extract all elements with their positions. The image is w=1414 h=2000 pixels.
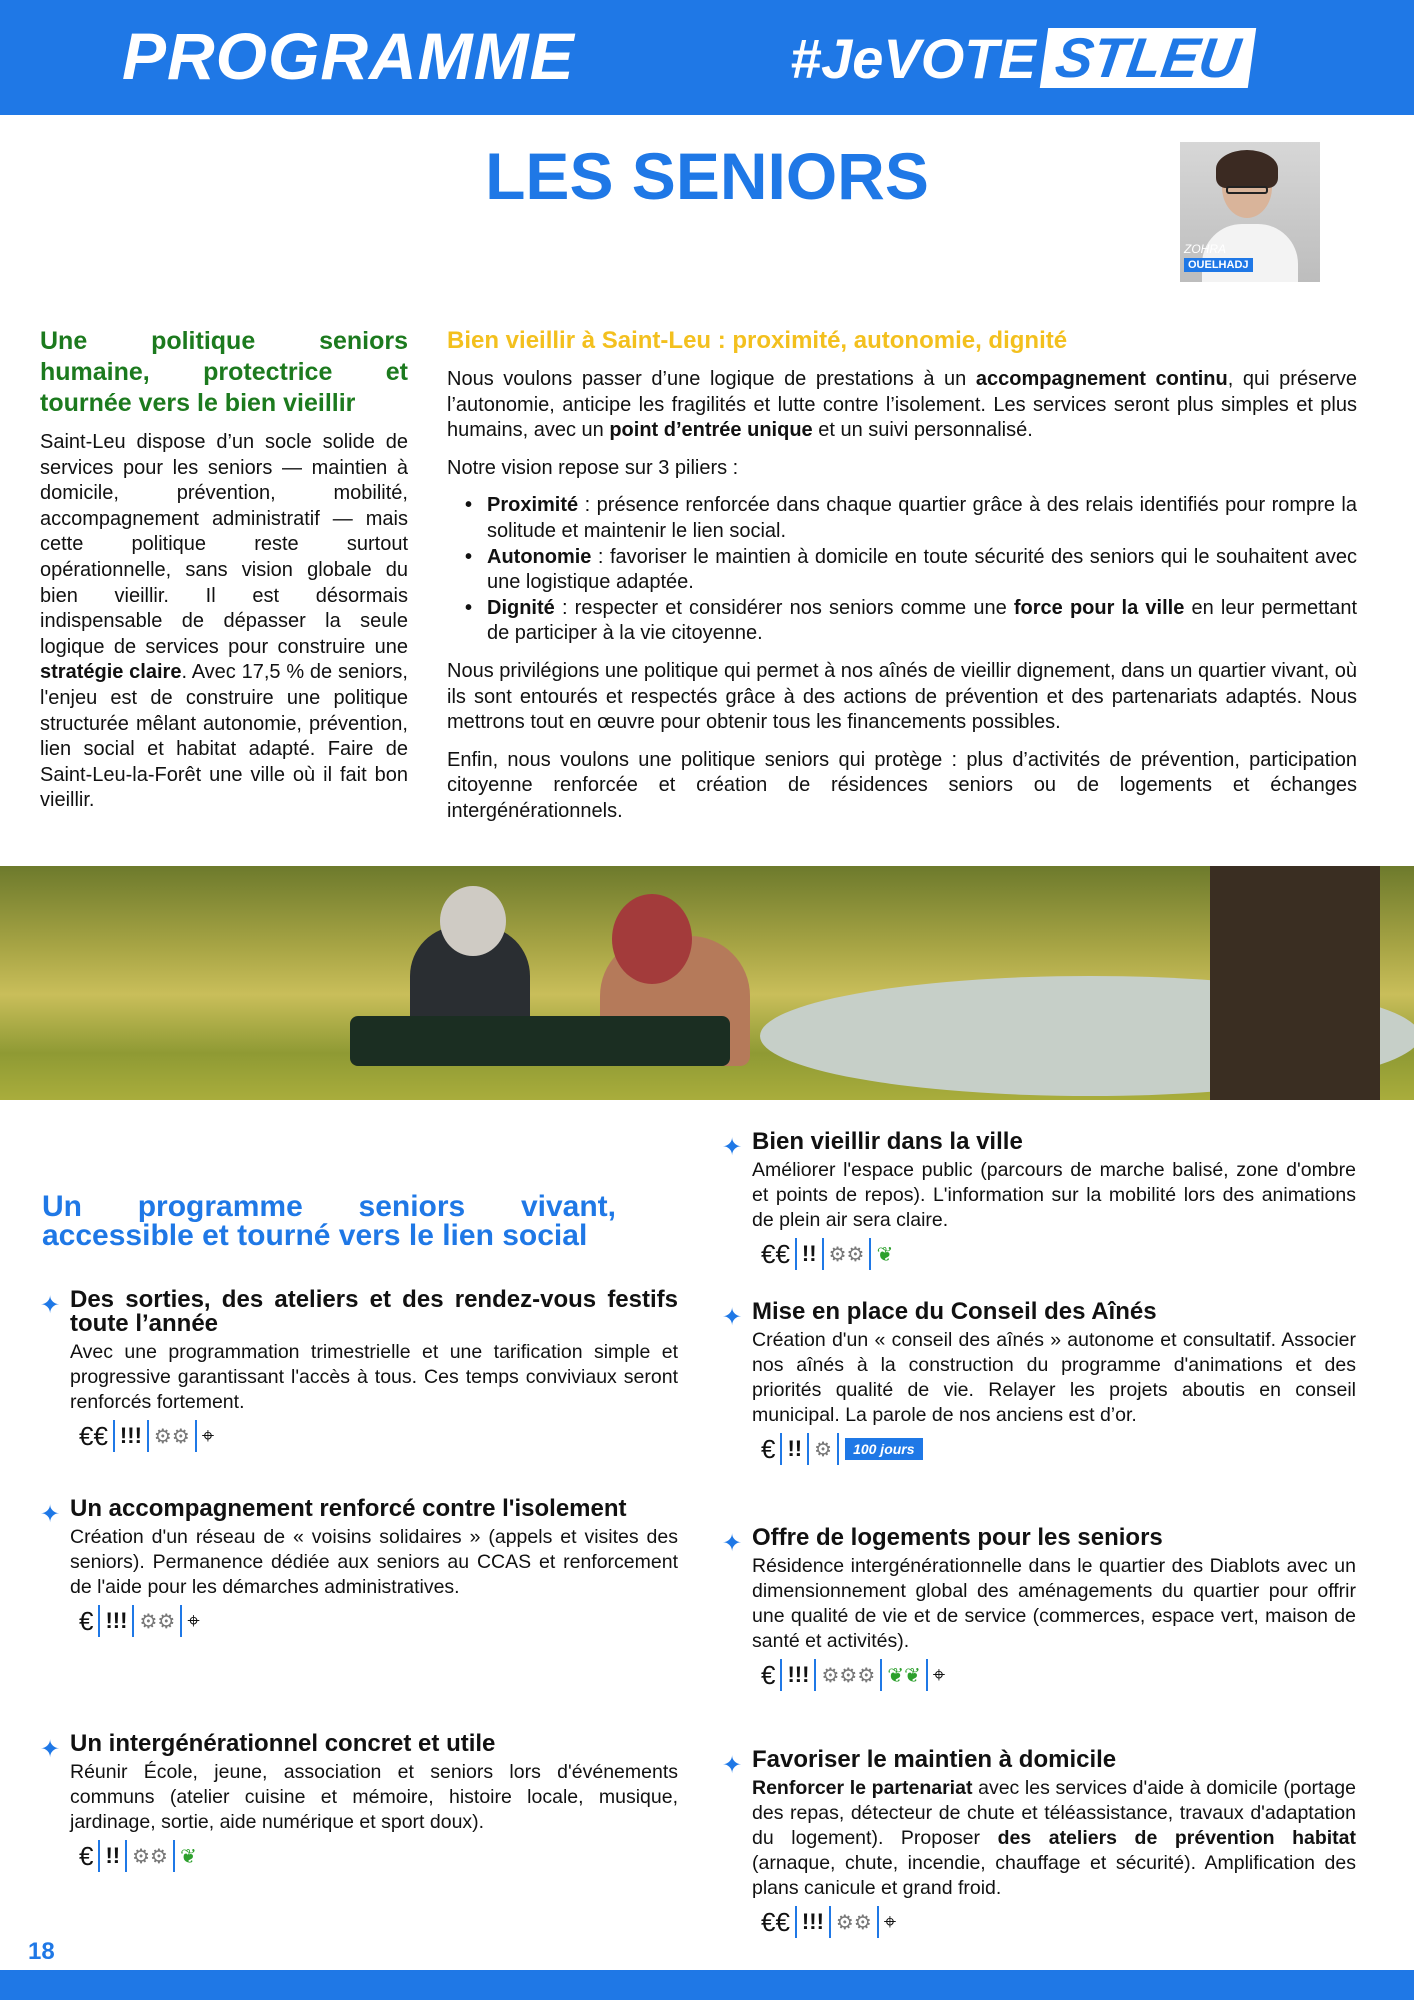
cost-indicator: €€ <box>756 1906 797 1938</box>
constat-banner: LE CONSTAT <box>48 254 300 302</box>
star-icon: ✦ <box>722 1304 743 1331</box>
action-body: Avec une programmation trimestrielle et une tarification simple et progressive garantissant l'accès à tous. Ces temps conviviaux seront renforcés fortement. <box>70 1341 678 1413</box>
pillars-list <box>447 493 1357 647</box>
action-item <box>722 1748 1356 1939</box>
priority-indicator: !! <box>100 1840 127 1872</box>
constat-subtitle: Une politique seniors humaine, protectrice et tournée vers le bien vieillir <box>40 327 408 417</box>
action-title: Des sorties, des ateliers et des rendez-vous festifs toute l’année <box>70 1286 678 1337</box>
action-body: Renforcer le partenariat avec les services d'aide à domicile (portage des repas, détecteur de chute et téléassistance, travaux d'adaptation du logement). Proposer des ateliers de prévention habitat (arnaque, chute, incendie, chauffage et sécurité). Amplification des plans canicule et grand froid. <box>752 1777 1357 1899</box>
cost-indicator: € <box>74 1605 100 1637</box>
cost-indicator: € <box>74 1840 100 1872</box>
action-item <box>722 1130 1356 1271</box>
leaf-icon: ❦ <box>876 1243 894 1266</box>
action-body: Résidence intergénérationnelle dans le quartier des Diablots avec un dimensionnement global des aménagements du quartier pour offrir une qualité de vie et de service (commerces, espace vert, maison de santé et activités). <box>752 1555 1356 1652</box>
page-number: 18 <box>28 1938 55 1965</box>
candidate-last-name: OUELHADJ <box>1184 258 1253 272</box>
header-bar <box>0 0 1414 115</box>
star-icon: ✦ <box>40 1292 61 1319</box>
engagement-body <box>447 367 1357 837</box>
gear-icon: ⚙⚙ <box>127 1840 175 1872</box>
footer-bar <box>0 1970 1414 2000</box>
gear-icon: ⚙⚙ <box>149 1420 197 1452</box>
action-title: Mise en place du Conseil des Aînés <box>752 1298 1157 1325</box>
action-item <box>722 1526 1356 1692</box>
seniors-photo <box>0 866 1414 1100</box>
engagement-banner: L’ENGAGEMENT <box>452 254 763 302</box>
action-body: Réunir École, jeune, association et seniors lors d'événements communs (atelier cuisine et mémoire, histoire locale, musique, jardinage, sortie, aide numérique et sport doux). <box>70 1761 678 1833</box>
engagement-paragraph: Nous privilégions une politique qui permet à nos aînés de vieillir dignement, dans un quartier vivant, où ils sont entourés et respectés grâce à des actions de prévention et des partenariats adaptés. Nous mettrons tout en œuvre pour obtenir tous les financements possibles. <box>447 659 1357 734</box>
action-item <box>40 1497 678 1638</box>
leaf-icon: ❦❦ <box>882 1659 928 1691</box>
action-indicators <box>722 1237 1356 1271</box>
action-indicators <box>722 1905 1356 1939</box>
action-body: Améliorer l'espace public (parcours de marche balisé, zone d'ombre et points de repos). L'information sur la mobilité lors des animations de plein air sera claire. <box>752 1159 1356 1231</box>
target-icon: ⌖ <box>883 1909 897 1934</box>
action-body: Création d'un « conseil des aînés » autonome et consultatif. Associer nos aînés à la construction du programme d'animations et des priorités qualité de vie. Relayer les projets aboutis en conseil municipal. La parole de nos anciens est d’or. <box>752 1329 1356 1426</box>
action-indicators <box>40 1839 678 1873</box>
action-indicators <box>722 1432 1356 1466</box>
action-title: Offre de logements pour les seniors <box>752 1524 1163 1551</box>
engagement-paragraph: Enfin, nous voulons une politique seniors qui protège : plus d’activités de prévention, participation citoyenne renforcée et création de résidences seniors ou de logements et échanges intergénérationnels. <box>447 748 1357 822</box>
target-icon: ⌖ <box>932 1662 946 1687</box>
cost-indicator: €€ <box>74 1420 115 1452</box>
candidate-portrait <box>1180 142 1320 282</box>
hundred-days-badge: 100 jours <box>845 1438 922 1460</box>
action-item <box>40 1732 678 1873</box>
gear-icon: ⚙⚙ <box>824 1238 872 1270</box>
gear-icon: ⚙⚙ <box>831 1906 879 1938</box>
priority-indicator: !!! <box>115 1420 149 1452</box>
cost-indicator: € <box>756 1659 782 1691</box>
star-icon: ✦ <box>722 1530 743 1557</box>
target-icon: ⌖ <box>187 1608 200 1633</box>
priority-indicator: !!! <box>782 1659 816 1691</box>
action-item <box>40 1288 678 1453</box>
priority-indicator: !! <box>782 1433 809 1465</box>
engagement-paragraph: Notre vision repose sur 3 piliers : <box>447 456 739 479</box>
priority-indicator: !!! <box>797 1906 831 1938</box>
star-icon: ✦ <box>40 1501 61 1528</box>
star-icon: ✦ <box>722 1134 743 1161</box>
star-icon: ✦ <box>722 1752 743 1779</box>
gear-icon: ⚙ <box>809 1433 839 1465</box>
leaf-icon: ❦ <box>179 1845 197 1868</box>
engagement-subtitle: Bien vieillir à Saint-Leu : proximité, autonomie, dignité <box>447 327 1068 354</box>
gear-icon: ⚙⚙ <box>134 1605 182 1637</box>
action-indicators <box>40 1604 678 1638</box>
priority-indicator: !!! <box>100 1605 134 1637</box>
hashtag <box>790 26 1251 90</box>
cost-indicator: €€ <box>756 1238 797 1270</box>
action-title: Un accompagnement renforcé contre l'isolement <box>70 1495 627 1522</box>
priority-indicator: !! <box>797 1238 824 1270</box>
actions-banner: NOS ACTIONS <box>50 1125 325 1173</box>
constat-body: Saint-Leu dispose d’un socle solide de services pour les seniors — maintien à domicile, prévention, mobilité, accompagnement administratif — mais cette politique reste surtout opérationnelle, sans vision globale du bien vieillir. Il est désormais indispensable de dépasser la seule logique de services pour construire une stratégie claire. Avec 17,5 % de seniors, l'enjeu est de construire une politique structurée mêlant autonomie, prévention, lien social et habitat adapté. Faire de Saint-Leu-la-Forêt une ville où il fait bon vieillir. <box>40 431 408 812</box>
hashtag-prefix: #JeVOTE <box>790 26 1036 90</box>
engagement-paragraph: Nous voulons passer d’une logique de prestations à un accompagnement continu, qui préserve l’autonomie, anticipe les fragilités et lutte contre l’isolement. Les services seront plus simples et plus humains, avec un point d’entrée unique et un suivi personnalisé. <box>447 368 1357 442</box>
gear-icon: ⚙⚙⚙ <box>816 1659 882 1691</box>
pillar-item: • Dignité : respecter et considérer nos seniors comme une force pour la ville en leur permettant de participer à la vie citoyenne. <box>447 596 1357 647</box>
candidate-first-name: ZOHRA <box>1184 242 1226 256</box>
target-icon: ⌖ <box>201 1423 215 1448</box>
action-body: Création d'un réseau de « voisins solidaires » (appels et visites des seniors). Permanence dédiée aux seniors au CCAS et renforcement de l'aide pour les démarches administratives. <box>70 1526 678 1598</box>
actions-subtitle: Un programme seniors vivant, accessible et tourné vers le lien social <box>42 1190 616 1252</box>
page-title: LES SENIORS <box>485 139 929 213</box>
action-item <box>722 1300 1356 1466</box>
action-indicators <box>40 1419 678 1453</box>
programme-title: PROGRAMME <box>122 19 575 93</box>
action-title: Un intergénérationnel concret et utile <box>70 1730 496 1757</box>
pillar-item: • Proximité : présence renforcée dans chaque quartier grâce à des relais identifiés pour rompre la solitude et maintenir le lien social. <box>447 493 1357 544</box>
action-title: Favoriser le maintien à domicile <box>752 1746 1117 1773</box>
star-icon: ✦ <box>40 1736 61 1763</box>
action-title: Bien vieillir dans la ville <box>752 1128 1023 1155</box>
hashtag-box: STLEU <box>1040 28 1256 88</box>
pillar-item: • Autonomie : favoriser le maintien à domicile en toute sécurité des seniors qui le souhaitent avec une logistique adaptée. <box>447 545 1357 596</box>
action-indicators <box>722 1658 1356 1692</box>
cost-indicator: € <box>756 1433 782 1465</box>
